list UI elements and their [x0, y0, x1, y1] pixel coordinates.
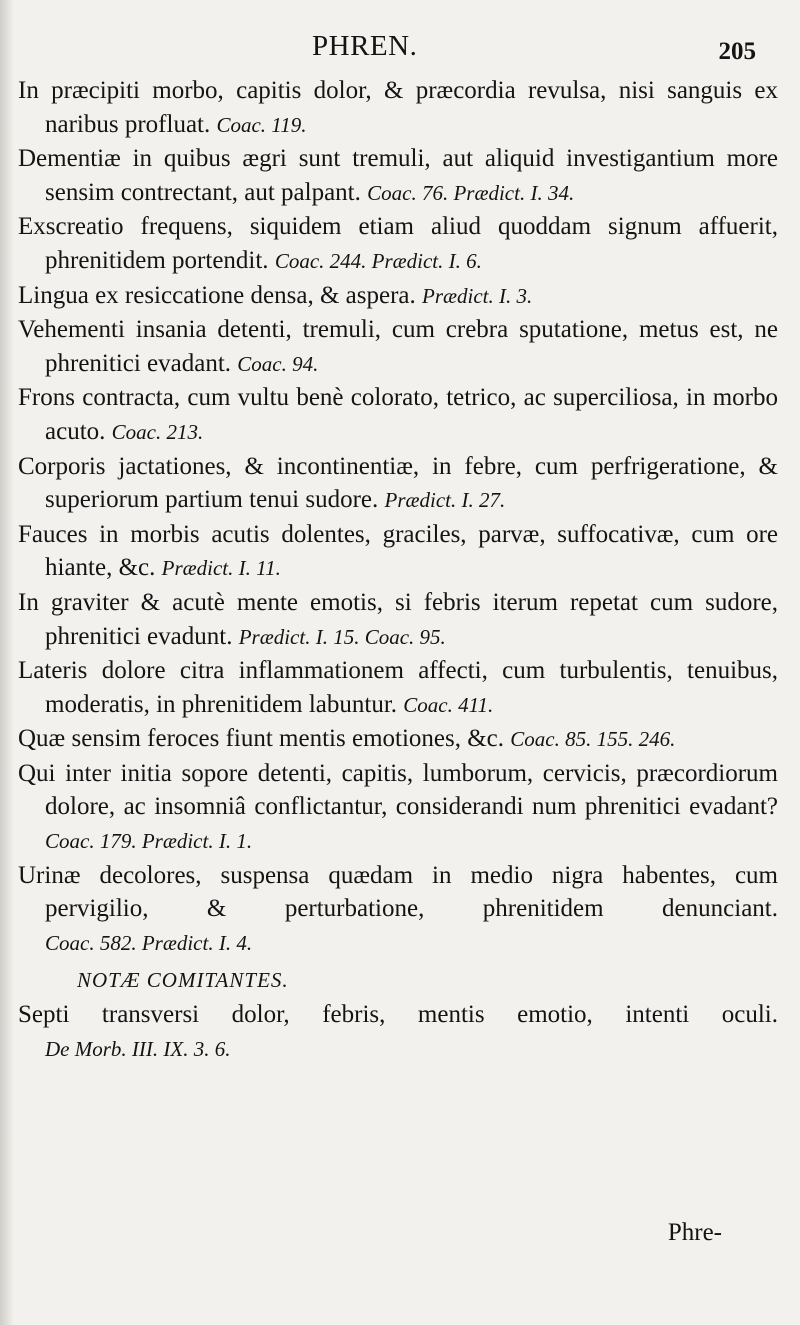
entry-text: Septi transversi dolor, febris, mentis emotio, intenti oculi.	[18, 1001, 778, 1029]
entry	[18, 859, 778, 961]
entry-text: Corporis jactationes, & incontinentiæ, in febre, cum perfrigeratione, & superiorum partium tenui sudore.	[18, 452, 778, 514]
entry	[18, 518, 778, 586]
entry-text: Qui inter initia sopore detenti, capitis, lumborum, cervicis, præcordiorum dolore, ac insomniâ conflictantur, considerandi num phrenitici evadant?	[18, 759, 778, 821]
entry-text: Fauces in morbis acutis dolentes, graciles, parvæ, suffocativæ, cum ore hiante, &c.	[18, 520, 778, 582]
entry	[18, 586, 778, 654]
entry-text: Vehementi insania detenti, tremuli, cum crebra sputatione, metus est, ne phrenitici evadant.	[18, 316, 778, 377]
entry	[18, 381, 778, 449]
entry-reference: Prædict. I. 27.	[384, 488, 506, 513]
entry	[18, 210, 778, 278]
entry-text: Quæ sensim feroces fiunt mentis emotiones, &c.	[18, 725, 505, 753]
entry-text: In præcipiti morbo, capitis dolor, & præcordia revulsa, nisi sanguis ex naribus profluat.	[18, 77, 778, 138]
entry-reference: Prædict. I. 15. Coac. 95.	[238, 624, 446, 649]
entry	[18, 279, 778, 314]
page-body	[18, 74, 778, 1067]
entry	[18, 313, 778, 381]
entry	[18, 450, 778, 518]
entry-text: Lingua ex resiccatione densa, & aspera.	[18, 281, 416, 309]
running-head	[0, 26, 800, 66]
entry-reference: Coac. 244. Prædict. I. 6.	[274, 248, 482, 273]
page-title: PHREN.	[312, 30, 418, 62]
entry-text: Exscreatio frequens, siquidem etiam aliud quoddam signum affuerit, phrenitidem portendit.	[18, 213, 778, 274]
entry	[18, 74, 778, 142]
entry-reference: De Morb. III. IX. 3. 6.	[45, 1037, 231, 1062]
entry	[18, 757, 778, 859]
entry-reference: Prædict. I. 11.	[161, 556, 281, 581]
entry-reference: Coac. 85. 155. 246.	[510, 727, 676, 752]
entry	[18, 722, 778, 757]
page-number: 205	[718, 38, 756, 65]
entry-reference: Coac. 76. Prædict. I. 34.	[367, 180, 575, 205]
entry-reference: Coac. 582. Prædict. I. 4.	[45, 930, 253, 955]
catchword: Phre-	[667, 1219, 722, 1246]
entry-text: In graviter & acutè mente emotis, si febris iterum repetat cum sudore, phrenitici evadunt.	[18, 588, 778, 650]
entry-text: Urinæ decolores, suspensa quædam in medio nigra habentes, cum pervigilio, & perturbatione, phrenitidem denunciant.	[18, 861, 778, 923]
entry-text: Lateris dolore citra inflammationem affecti, cum turbulentis, tenuibus, moderatis, in phrenitidem labuntur.	[18, 657, 778, 718]
entry-reference: Coac. 94.	[237, 351, 319, 376]
entry-text: Dementiæ in quibus ægri sunt tremuli, aut aliquid investigantium more sensim contrectant, aut palpant.	[18, 145, 778, 206]
entry	[18, 654, 778, 722]
entry-reference: Coac. 411.	[403, 692, 494, 717]
entry	[18, 998, 778, 1066]
entry	[18, 142, 778, 210]
entry-reference: Coac. 213.	[111, 419, 204, 444]
section-heading: NOTÆ COMITANTES.	[77, 968, 289, 993]
entry-reference: Prædict. I. 3.	[422, 283, 533, 308]
entry-text: Frons contracta, cum vultu benè colorato, tetrico, ac superciliosa, in morbo acuto.	[18, 384, 778, 445]
entry-reference: Coac. 179. Prædict. I. 1.	[45, 829, 253, 854]
entry-reference: Coac. 119.	[216, 112, 307, 137]
